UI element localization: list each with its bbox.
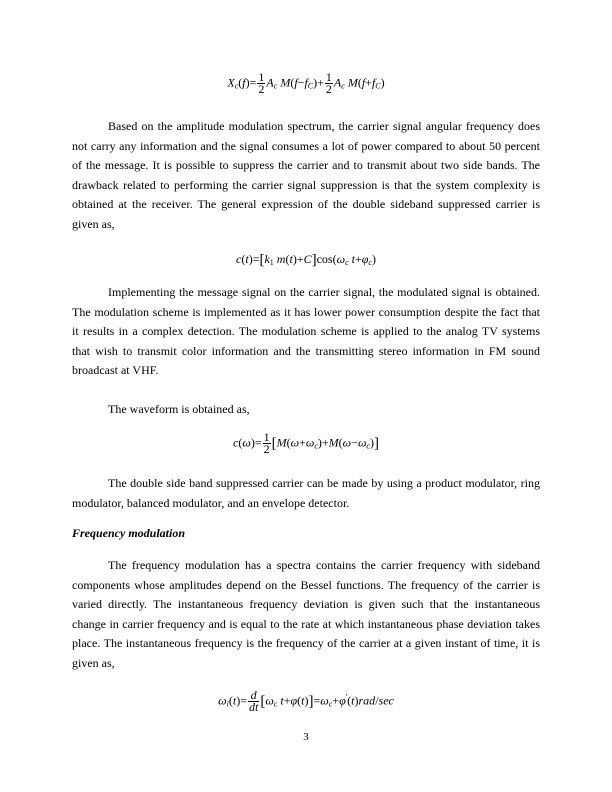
paragraph-waveform-intro: The waveform is obtained as, <box>108 402 250 416</box>
equation-dsbsc: $c(t)=[k_1$ $m(t)+C]\cos(\omega_c$ $t+\varphi_c$) <box>236 252 376 268</box>
section-heading-frequency-modulation: Frequency modulation <box>72 526 186 540</box>
equation-spectrum: $X_c(f)=$ $\frac{1}{2}$ $A_c$ $M(f-f_C)+$ $\frac{1}{2}$ $A_c$ $M(f+f_C)$ <box>227 70 385 96</box>
equation-instantaneous-frequency: $\omega_i(t)=$ $\frac{d}{dt}$ [$\omega_c$ $t+\varphi(t)]=\omega_c+\varphi'(t)rad/\sec$ <box>218 688 394 714</box>
page-number: 3 <box>303 731 309 743</box>
paragraph-modulation-scheme: Implementing the message signal on the carrier signal, the modulated signal is obtained. The modulation scheme is implemented as it has lower power consumption despite the fact that it results in a complex detection. The modulation scheme is applied to the analog TV systems that wish to transmit color information and the transmitting stereo information in FM sound broadcast at VHF. <box>72 285 540 378</box>
paragraph-dsbsc-devices: The double side band suppressed carrier can be made by using a product modulator, ring modulator, balanced modulator, and an envelope detector. <box>72 476 540 510</box>
paragraph-am-spectrum: Based on the amplitude modulation spectrum, the carrier signal angular frequency does not carry any information and the signal consumes a lot of power compared to about 50 percent of the message. It is possible to suppress the carrier and to transmit about two side bands. The drawback related to performing the carrier signal suppression is that the system complexity is obtained at the receiver. The general expression of the double sideband suppressed carrier is given as, <box>72 119 540 231</box>
equation-waveform: c(ω)= $\frac{1}{2}$ $[M(\omega+\omega_c)+M(\omega-\omega_c)]$ <box>233 430 379 456</box>
paragraph-frequency-modulation: The frequency modulation has a spectra contains the carrier frequency with sideband components whose amplitudes depend on the Bessel functions. The frequency of the carrier is varied directly. The instantaneous frequency deviation is given such that the instantaneous change in carrier frequency and is equal to the rate at which instantaneous phase deviation takes place. The instantaneous frequency is the frequency of the carrier at a given instant of time, it is given as, <box>72 558 540 670</box>
